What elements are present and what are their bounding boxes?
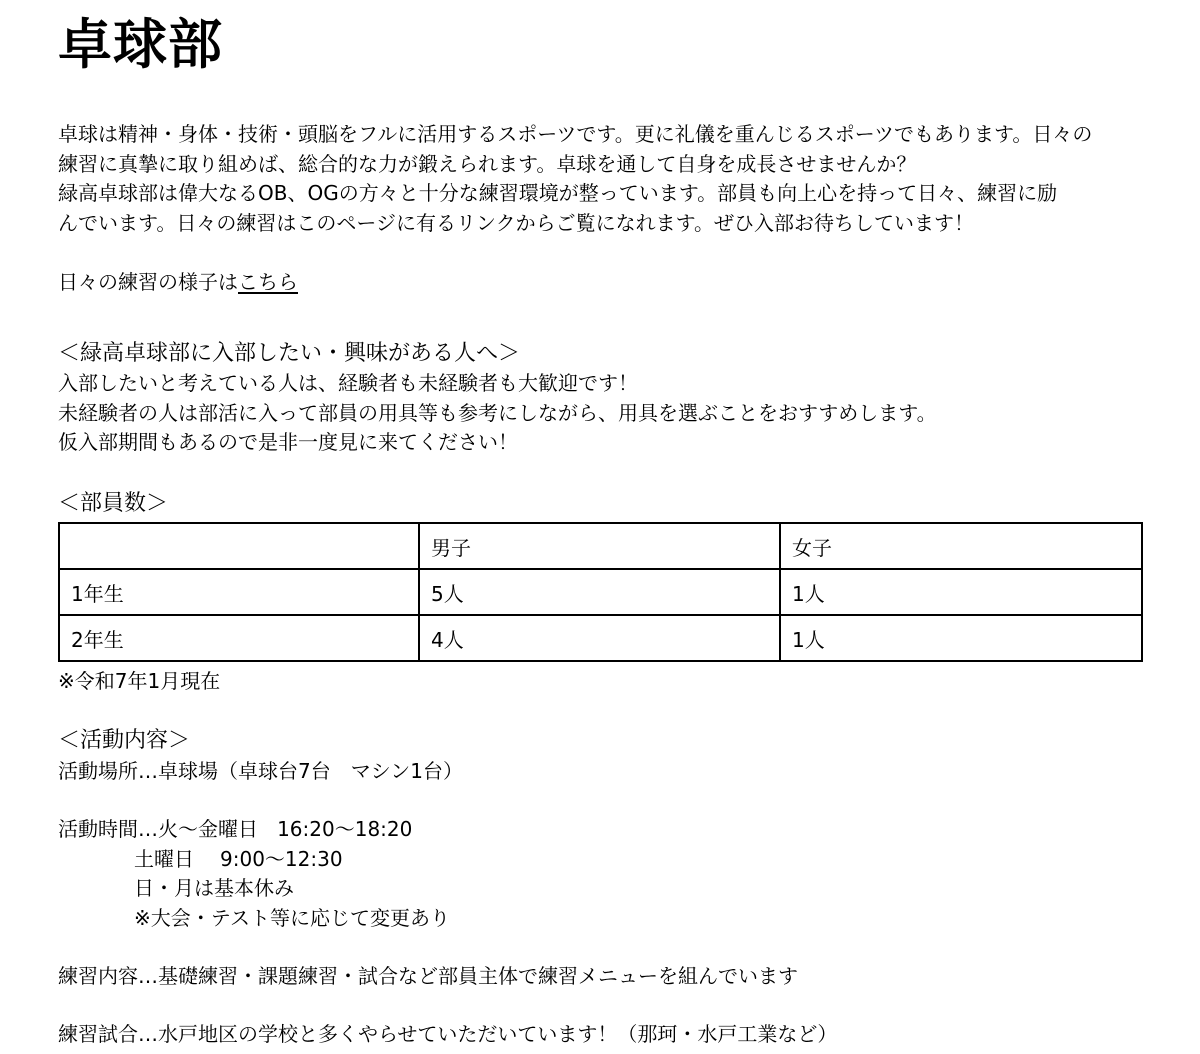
intro-line: んでいます。日々の練習はこのページに有るリンクからご覧になれます。ぜひ入部お待ちしています！ bbox=[58, 210, 974, 235]
saturday-hours: 9:00～12:30 bbox=[220, 846, 343, 871]
intro-paragraph bbox=[58, 120, 1092, 238]
members-table bbox=[58, 522, 1143, 662]
table-cell: 2年生 bbox=[59, 615, 419, 661]
practice-link-prefix: 日々の練習の様子は bbox=[58, 270, 238, 294]
saturday-day: 土曜日 bbox=[134, 846, 194, 871]
table-header-row bbox=[59, 523, 1142, 569]
members-note: ※令和7年1月現在 bbox=[58, 669, 221, 693]
weekday-days: 火～金曜日 bbox=[158, 817, 258, 841]
table-cell: 1年生 bbox=[59, 569, 419, 615]
table-cell: 4人 bbox=[419, 615, 780, 661]
join-paragraph bbox=[58, 369, 937, 458]
practice-link-line bbox=[58, 268, 298, 298]
activity-time bbox=[58, 815, 450, 933]
intro-line: 卓球は精神・身体・技術・頭脳をフルに活用するスポーツです。更に礼儀を重んじるスポーツでもあります。日々の bbox=[58, 122, 1093, 146]
table-cell: 5人 bbox=[419, 569, 780, 615]
activity-heading: ＜活動内容＞ bbox=[58, 728, 191, 753]
activity-time-note: ※大会・テスト等に応じて変更あり bbox=[134, 905, 450, 930]
members-heading: ＜部員数＞ bbox=[58, 491, 169, 516]
activity-matches: 練習試合…水戸地区の学校と多くやらせていただいています！（那珂・水戸工業など） bbox=[58, 1022, 838, 1046]
table-cell: 1人 bbox=[780, 615, 1142, 661]
join-heading: ＜緑高卓球部に入部したい・興味がある人へ＞ bbox=[58, 341, 521, 366]
intro-line: 練習に真摯に取り組めば、総合的な力が鍛えられます。卓球を通して自身を成長させませんか？ bbox=[58, 151, 917, 176]
join-line: 入部したいと考えている人は、経験者も未経験者も大歓迎です！ bbox=[58, 371, 638, 395]
activity-content: 練習内容…基礎練習・課題練習・試合など部員主体で練習メニューを組んでいます bbox=[58, 964, 798, 988]
weekday-hours: 16:20～18:20 bbox=[277, 817, 413, 841]
table-row bbox=[59, 569, 1142, 615]
table-header-cell: 男子 bbox=[419, 523, 780, 569]
table-header-cell: 女子 bbox=[780, 523, 1142, 569]
join-line: 未経験者の人は部活に入って部員の用具等も参考にしながら、用具を選ぶことをおすすめします。 bbox=[58, 400, 937, 425]
intro-line: 緑高卓球部は偉大なるOB、OGの方々と十分な練習環境が整っています。部員も向上心を持って日々、練習に励 bbox=[58, 181, 1058, 205]
activity-time-saturday bbox=[58, 845, 450, 875]
table-cell: 1人 bbox=[780, 569, 1142, 615]
page-title: 卓球部 bbox=[58, 12, 223, 76]
table-row bbox=[59, 615, 1142, 661]
activity-time-off: 日・月は基本休み bbox=[134, 876, 294, 900]
join-line: 仮入部期間もあるので是非一度見に来てください！ bbox=[58, 430, 518, 454]
table-header-cell bbox=[59, 523, 419, 569]
activity-time-label: 活動時間… bbox=[58, 817, 158, 841]
activity-time-weekday bbox=[58, 815, 450, 845]
practice-link[interactable]: こちら bbox=[238, 270, 298, 294]
activity-place: 活動場所…卓球場（卓球台7台 マシン1台） bbox=[58, 759, 463, 783]
